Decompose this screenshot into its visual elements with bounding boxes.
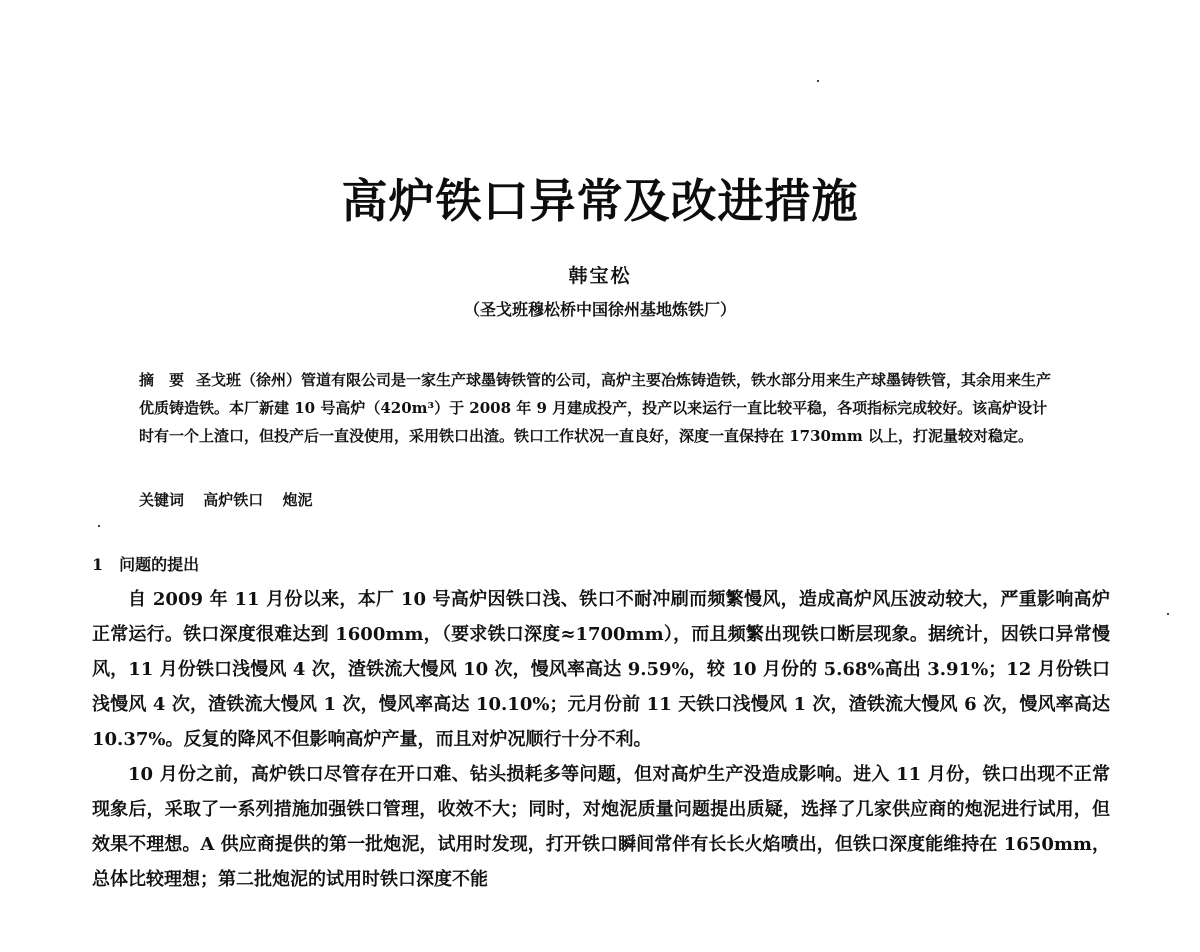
keyword-item: 高炉铁口 — [203, 491, 264, 509]
abstract-text: 圣戈班（徐州）管道有限公司是一家生产球墨铸铁管的公司，高炉主要冶炼铸造铁，铁水部分用来生产球墨铸铁管，其余用来生产优质铸造铁。本厂新建 10 号高炉（420m³）于 2008 年 9 月建成投产，投产以来运行一直比较平稳，各项指标完成较好。该高炉设计时有一个上渣口，但投产后一直没使用，采用铁口出渣。铁口工作状况一直良好，深度一直保持在 1730mm 以上，打泥量较对稳定。 — [139, 371, 1052, 445]
section-body — [92, 582, 1110, 897]
author-name: 韩宝松 — [568, 265, 632, 287]
section-heading — [92, 552, 199, 575]
keywords — [139, 489, 327, 510]
keyword-item: 炮泥 — [282, 491, 313, 509]
scan-speck — [817, 80, 819, 82]
paper-title: 高炉铁口异常及改进措施 — [341, 174, 859, 228]
section-title: 问题的提出 — [119, 555, 200, 574]
section-number: 1 — [92, 555, 104, 574]
scan-speck — [1167, 613, 1169, 615]
body-paragraph: 10 月份之前，高炉铁口尽管存在开口难、钻头损耗多等问题，但对高炉生产没造成影响。进入 11 月份，铁口出现不正常现象后，采取了一系列措施加强铁口管理，收效不大；同时，对炮泥质量问题提出质疑，选择了几家供应商的炮泥进行试用，但效果不理想。A 供应商提供的第一批炮泥，试用时发现，打开铁口瞬间常伴有长长火焰喷出，但铁口深度能维持在 1650mm，总体比较理想；第二批炮泥的试用时铁口深度不能 — [92, 764, 1110, 890]
author-affiliation: （圣戈班穆松桥中国徐州基地炼铁厂） — [463, 300, 736, 319]
keywords-label: 关键词 — [139, 491, 185, 509]
scan-speck — [98, 525, 100, 527]
abstract-label: 摘 要 — [139, 371, 185, 389]
body-paragraph: 自 2009 年 11 月份以来，本厂 10 号高炉因铁口浅、铁口不耐冲刷而频繁慢风，造成高炉风压波动较大，严重影响高炉正常运行。铁口深度很难达到 1600mm，（要求铁口深度≈1700mm），而且频繁出现铁口断层现象。据统计，因铁口异常慢风，11 月份铁口浅慢风 4 次，渣铁流大慢风 10 次，慢风率高达 9.59%，较 10 月份的 5.68%高出 3.91%；12 月份铁口浅慢风 4 次，渣铁流大慢风 1 次，慢风率高达 10.10%；元月份前 11 天铁口浅慢风 1 次，渣铁流大慢风 6 次，慢风率高达 10.37%。反复的降风不但影响高炉产量，而且对炉况顺行十分不利。 — [92, 589, 1110, 750]
abstract — [139, 366, 1059, 450]
